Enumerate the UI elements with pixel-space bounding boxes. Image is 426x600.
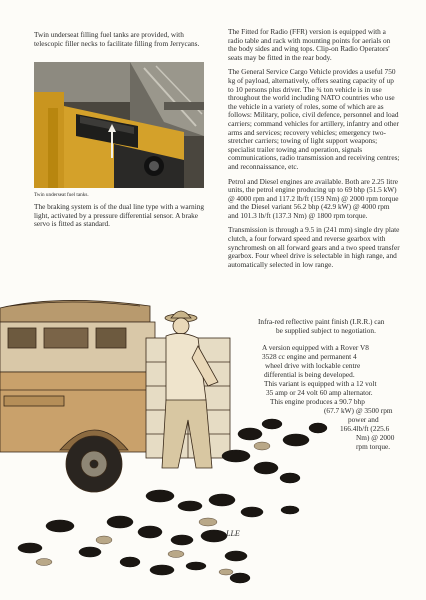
irr-line-1: Infra-red reflective paint finish (I.R.R.) can (258, 317, 385, 326)
v8-line-5: This variant is equipped with a 12 volt (264, 379, 377, 388)
braking-paragraph: The braking system is of the dual line type with a warning light, activated by a pressure differential sensor. A brake servo is fitted as standard. (34, 202, 205, 229)
ffr-paragraph: The Fitted for Radio (FFR) version is equipped with a radio table and rack with mounting points for aerials on the body sides and wing tops. Clip-on Radio Operators' seats may be fitted in the rear body. (228, 27, 391, 62)
flow-text-block (0, 312, 426, 482)
v8-line-3: wheel drive with lockable centre (265, 361, 361, 370)
v8-line-2: 3528 cc engine and permanent 4 (262, 352, 357, 361)
fuel-tanks-paragraph: Twin underseat filling fuel tanks are provided, with telescopic filler necks to facilitate filling from Jerrycans. (34, 30, 200, 48)
right-column (228, 28, 400, 273)
v8-line-9: power and (348, 415, 379, 424)
engines-paragraph: Petrol and Diesel engines are available. Both are 2.25 litre units, the petrol engine producing up to 69 bhp (51.5 kW) @ 4000 rpm and 117.2 lb/ft (159 Nm) @ 2000 rpm torque and the Diesel variant 56.2 bhp (42.9 kW) @ 4000 rpm and 101.3 lb/ft (137.3 Nm) @ 1800 rpm torque. (228, 176, 399, 220)
v8-line-4: differential is being developed. (264, 370, 355, 379)
v8-line-11: Nm) @ 2000 (356, 433, 395, 442)
v8-line-12: rpm torque. (356, 442, 391, 451)
cargo-paragraph: The General Service Cargo Vehicle provides a useful 750 kg of payload, alternatively, offers seating capacity of up to 10 persons plus driver. The ¾ ton vehicle is in use throughout the world including NATO countries who use the vehicle in a variety of roles, some of which are as follows: Military, police, civil defence, personnel and load carriers; command vehicles for artillery, infantry and other arms and services; recovery vehicles; emergency two-stretcher carriers; towing of light support weapons; specialist trailer towing and operation, signals communications, radio transmission and receiving centres; and reconnaissance, etc. (228, 67, 400, 171)
artist-signature: LLE (226, 529, 240, 538)
v8-line-7: This engine produces a 90.7 bhp (270, 397, 365, 406)
irr-line-2: be supplied subject to negotiation. (276, 326, 376, 335)
transmission-paragraph: Transmission is through a 9.5 in (241 mm) single dry plate clutch, a four forward speed and reverse gearbox with synchromesh on all forward gears and a two speed transfer gearbox. Four wheel drive is selectable in high range, and automatically selected in low range. (228, 225, 400, 269)
photo-caption: Twin underseat fuel tanks. (34, 192, 89, 198)
v8-line-8: (67.7 kW) @ 3500 rpm (324, 406, 393, 415)
fuel-tanks-photo (34, 62, 204, 188)
v8-line-6: 35 amp or 24 volt 60 amp alternator. (266, 388, 373, 397)
v8-line-10: 166.4lb/ft (225.6 (340, 424, 390, 433)
v8-line-1: A version equipped with a Rover V8 (262, 343, 369, 352)
